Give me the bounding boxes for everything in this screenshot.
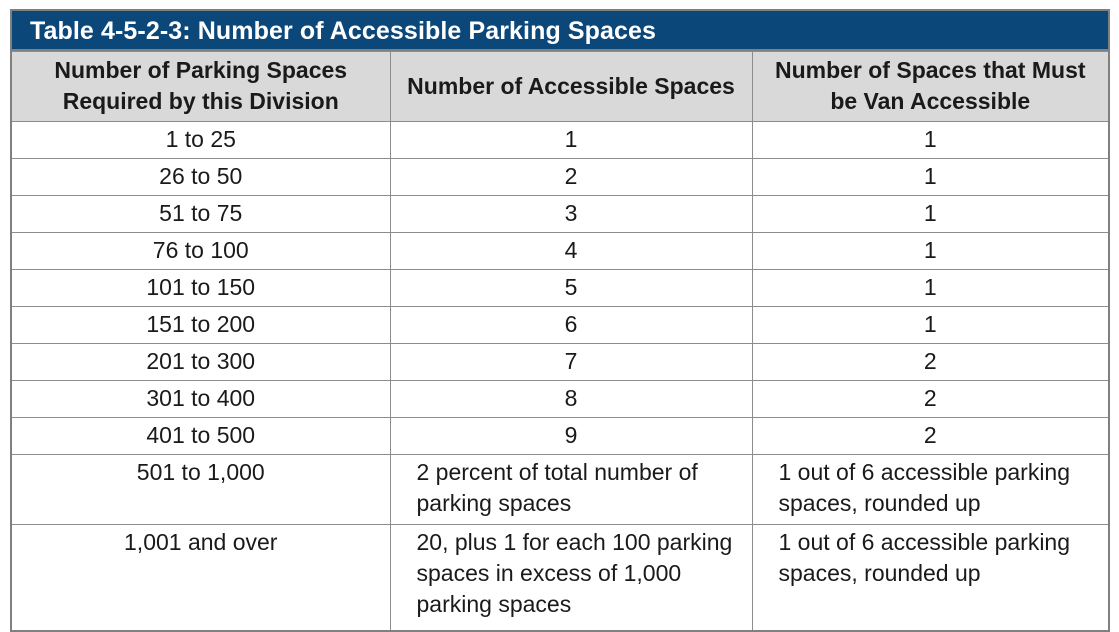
accessible-spaces-cell: 5 [390, 270, 752, 307]
table-row [12, 418, 1108, 455]
table-row [12, 122, 1108, 159]
accessible-spaces-cell: 9 [390, 418, 752, 455]
van-accessible-cell: 1 out of 6 accessible parking spaces, rounded up [752, 455, 1108, 525]
van-accessible-cell: 1 [752, 196, 1108, 233]
table-row [12, 344, 1108, 381]
accessible-spaces-cell: 20, plus 1 for each 100 parking spaces in excess of 1,000 parking spaces [390, 525, 752, 630]
table-row [12, 307, 1108, 344]
van-accessible-cell: 1 out of 6 accessible parking spaces, rounded up [752, 525, 1108, 630]
accessible-spaces-cell: 3 [390, 196, 752, 233]
data-table [12, 51, 1108, 630]
accessible-spaces-cell: 1 [390, 122, 752, 159]
table-row [12, 159, 1108, 196]
accessible-spaces-cell: 2 [390, 159, 752, 196]
required-spaces-cell: 1,001 and over [12, 525, 390, 630]
table-row [12, 455, 1108, 525]
required-spaces-cell: 26 to 50 [12, 159, 390, 196]
header-row [12, 52, 1108, 122]
van-accessible-cell: 1 [752, 270, 1108, 307]
accessible-spaces-cell: 6 [390, 307, 752, 344]
table-row [12, 381, 1108, 418]
van-accessible-cell: 2 [752, 381, 1108, 418]
table-title: Table 4-5-2-3: Number of Accessible Parking Spaces [12, 11, 1108, 51]
required-spaces-cell: 51 to 75 [12, 196, 390, 233]
accessible-spaces-cell: 4 [390, 233, 752, 270]
accessible-spaces-cell: 8 [390, 381, 752, 418]
table-row [12, 233, 1108, 270]
required-spaces-cell: 76 to 100 [12, 233, 390, 270]
van-accessible-cell: 1 [752, 233, 1108, 270]
column-header-required-spaces: Number of Parking Spaces Required by this Division [12, 52, 390, 122]
column-header-van-accessible: Number of Spaces that Must be Van Accessible [752, 52, 1108, 122]
accessible-spaces-cell: 7 [390, 344, 752, 381]
required-spaces-cell: 101 to 150 [12, 270, 390, 307]
van-accessible-cell: 2 [752, 418, 1108, 455]
van-accessible-cell: 1 [752, 122, 1108, 159]
van-accessible-cell: 1 [752, 159, 1108, 196]
required-spaces-cell: 501 to 1,000 [12, 455, 390, 525]
required-spaces-cell: 151 to 200 [12, 307, 390, 344]
required-spaces-cell: 401 to 500 [12, 418, 390, 455]
table-row [12, 196, 1108, 233]
required-spaces-cell: 301 to 400 [12, 381, 390, 418]
van-accessible-cell: 1 [752, 307, 1108, 344]
van-accessible-cell: 2 [752, 344, 1108, 381]
column-header-accessible-spaces: Number of Accessible Spaces [390, 52, 752, 122]
required-spaces-cell: 201 to 300 [12, 344, 390, 381]
accessible-spaces-cell: 2 percent of total number of parking spaces [390, 455, 752, 525]
table-row [12, 525, 1108, 630]
table-row [12, 270, 1108, 307]
parking-spaces-table [10, 9, 1110, 632]
required-spaces-cell: 1 to 25 [12, 122, 390, 159]
